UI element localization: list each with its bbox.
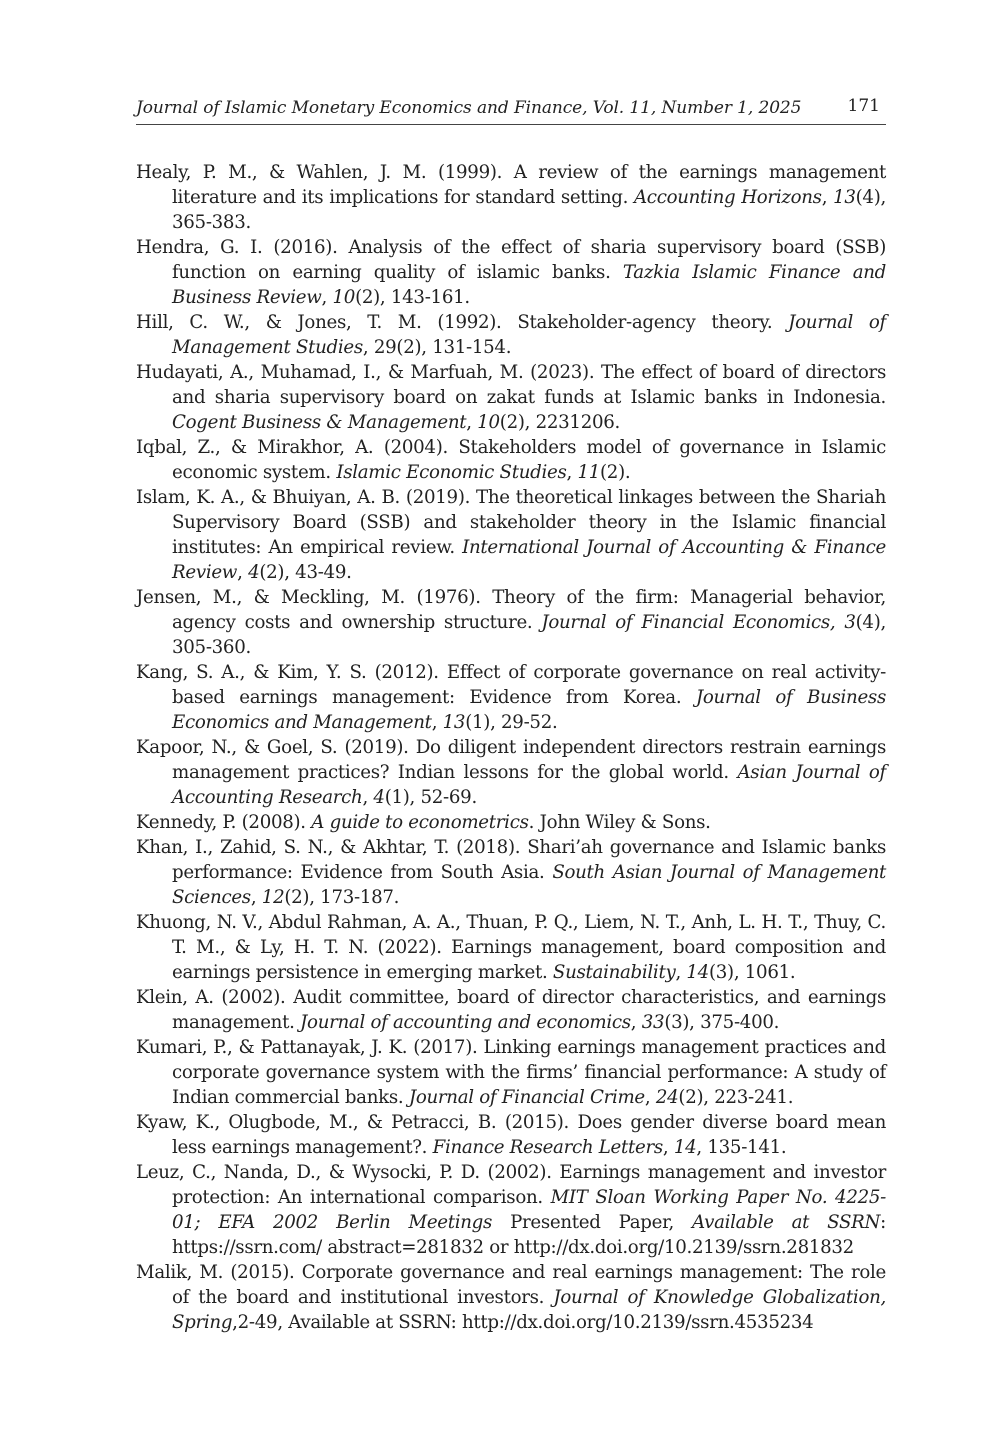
reference-text: , [662, 1137, 674, 1158]
reference-text: , 135-141. [696, 1137, 787, 1158]
reference-italic-text: Finance Research Letters [432, 1137, 663, 1158]
reference-entry [136, 835, 886, 910]
reference-text: , 29(2), 131-154. [362, 337, 512, 358]
reference-italic-text: Journal of Knowledge Globalization, Spring [172, 1287, 886, 1333]
reference-italic-text: Journal of Business Economics and Management [172, 687, 886, 733]
reference-italic-text: Accounting Horizons [633, 187, 822, 208]
reference-text: , [630, 1012, 642, 1033]
reference-text: (2), 223-241. [678, 1087, 794, 1108]
reference-italic-text: Cogent Business & Management [172, 412, 467, 433]
reference-entry [136, 660, 886, 735]
reference-text: Hill, C. W., & Jones, T. M. (1992). Stakeholder-agency theory. [136, 312, 789, 333]
reference-text: Kennedy, P. (2008). [136, 812, 312, 833]
reference-italic-text: 33 [641, 1012, 665, 1033]
reference-italic-text: MIT Sloan Working Paper No. 4225-01; EFA 2002 Berlin Meetings [172, 1187, 886, 1233]
reference-text: , [250, 887, 262, 908]
reference-list [136, 160, 886, 1335]
reference-text: , [466, 412, 478, 433]
reference-italic-text: 11 [577, 462, 600, 483]
reference-text: , [644, 1087, 656, 1108]
reference-text: , [566, 462, 578, 483]
reference-text: (1), 52-69. [384, 787, 477, 808]
reference-italic-text: 4 [373, 787, 385, 808]
reference-text: Presented Paper, [492, 1212, 693, 1233]
reference-entry [136, 310, 886, 360]
reference-text: Healy, P. M., & Wahlen, J. M. (1999). A review of the earnings management literature and its implications for standard setting. [136, 162, 886, 208]
reference-italic-text: Asian Journal of Accounting Research [172, 762, 886, 808]
reference-text: (2), 2231206. [499, 412, 620, 433]
reference-entry [136, 485, 886, 585]
reference-italic-text: Journal of accounting and economics [300, 1012, 631, 1033]
reference-text: Iqbal, Z., & Mirakhor, A. (2004). Stakeholders model of governance in Islamic economic system. [136, 437, 886, 483]
reference-text: (2). [600, 462, 631, 483]
reference-text: Hendra, G. I. (2016). Analysis of the effect of sharia supervisory board (SSB) function on earning quality of islamic banks. [136, 237, 886, 283]
reference-text: Klein, A. (2002). Audit committee, board of director characteristics, and earnings management. [136, 987, 886, 1033]
reference-italic-text: 12 [261, 887, 285, 908]
reference-text: (2), 43-49. [259, 562, 352, 583]
reference-text: Hudayati, A., Muhamad, I., & Marfuah, M. (2023). The effect of board of directors and sharia supervisory board on zakat funds at Islamic banks in Indonesia. [136, 362, 886, 408]
reference-italic-text: 13 [442, 712, 466, 733]
reference-entry [136, 1035, 886, 1110]
page-number: 171 [847, 96, 880, 116]
reference-text: Leuz, C., Nanda, D., & Wysocki, P. D. (2002). Earnings management and investor protection: An international comparison. [136, 1162, 886, 1208]
reference-italic-text: Sustainability [552, 962, 676, 983]
reference-entry [136, 235, 886, 310]
reference-entry [136, 1160, 886, 1260]
reference-text: Khan, I., Zahid, S. N., & Akhtar, T. (2018). Shari’ah governance and Islamic banks performance: Evidence from South Asia. [136, 837, 886, 883]
reference-italic-text: Available at SSRN [692, 1212, 881, 1233]
reference-text: , [821, 187, 834, 208]
reference-text: Khuong, N. V., Abdul Rahman, A. A., Thuan, P. Q., Liem, N. T., Anh, L. H. T., Thuy, C. T. M., & Ly, H. T. N. (2022). Earnings management, board composition and earnings persistence in emerging market. [136, 912, 886, 983]
reference-text: ,2-49, Available at SSRN: http://dx.doi.org/10.2139/ssrn.4535234 [232, 1312, 814, 1333]
reference-italic-text: 10 [332, 287, 356, 308]
reference-text: , [675, 962, 687, 983]
reference-entry [136, 910, 886, 985]
reference-italic-text: Tazkia Islamic Finance and Business Review [172, 262, 886, 308]
reference-italic-text: 24 [655, 1087, 679, 1108]
reference-italic-text: 10 [477, 412, 500, 433]
reference-text: (4), 365-383. [172, 187, 886, 233]
reference-italic-text: Islamic Economic Studies [336, 462, 567, 483]
reference-text: (3), 1061. [708, 962, 796, 983]
reference-entry [136, 810, 886, 835]
reference-italic-text: Journal of Financial Economics, 3 [541, 612, 856, 633]
reference-text: Kapoor, N., & Goel, S. (2019). Do diligent independent directors restrain earnings management practices? Indian lessons for the global world. [136, 737, 886, 783]
reference-italic-text: Journal of Management Studies [172, 312, 886, 358]
reference-text: (2), 173-187. [284, 887, 400, 908]
reference-entry [136, 360, 886, 435]
reference-italic-text: 14 [686, 962, 709, 983]
reference-text: Jensen, M., & Meckling, M. (1976). Theory of the firm: Managerial behavior, agency costs and ownership structure. [136, 587, 886, 633]
reference-italic-text: 14 [673, 1137, 697, 1158]
reference-text: Kumari, P., & Pattanayak, J. K. (2017). Linking earnings management practices and corporate governance system with the firms’ financial performance: A study of Indian commercial banks. [136, 1037, 886, 1108]
reference-entry [136, 435, 886, 485]
reference-text: . John Wiley & Sons. [528, 812, 711, 833]
reference-text: , [321, 287, 333, 308]
reference-text: (2), 143-161. [355, 287, 470, 308]
reference-text: , [362, 787, 374, 808]
reference-entry [136, 1110, 886, 1160]
reference-italic-text: A guide to econometrics [311, 812, 529, 833]
reference-text: (1), 29-52. [465, 712, 558, 733]
running-title: Journal of Islamic Monetary Economics and Finance, Vol. 11, Number 1, 2025 [136, 98, 802, 118]
page-header [136, 96, 886, 125]
reference-text: , [431, 712, 443, 733]
reference-text: Kang, S. A., & Kim, Y. S. (2012). Effect of corporate governance on real activity-based earnings management: Evidence from Korea. [136, 662, 886, 708]
reference-italic-text: International Journal of Accounting & Finance Review [172, 537, 886, 583]
reference-entry [136, 585, 886, 660]
reference-text: Kyaw, K., Olugbode, M., & Petracci, B. (2015). Does gender diverse board mean less earnings management?. [136, 1112, 886, 1158]
reference-italic-text: Journal of Financial Crime [408, 1087, 645, 1108]
reference-italic-text: South Asian Journal of Management Sciences [172, 862, 886, 908]
reference-text: Islam, K. A., & Bhuiyan, A. B. (2019). The theoretical linkages between the Shariah Supervisory Board (SSB) and stakeholder theory in the Islamic financial institutes: An empirical review. [136, 487, 886, 558]
reference-entry [136, 735, 886, 810]
reference-italic-text: 13 [833, 187, 856, 208]
reference-entry [136, 160, 886, 235]
reference-text: , [237, 562, 249, 583]
reference-text: (4), 305-360. [172, 612, 886, 658]
reference-text: Malik, M. (2015). Corporate governance and real earnings management: The role of the board and institutional investors. [136, 1262, 886, 1308]
reference-italic-text: 4 [248, 562, 260, 583]
reference-text: : https://ssrn.com/ abstract=281832 or http://dx.doi.org/10.2139/ssrn.281832 [172, 1212, 886, 1258]
reference-entry [136, 985, 886, 1035]
reference-entry [136, 1260, 886, 1335]
reference-text: (3), 375-400. [664, 1012, 780, 1033]
